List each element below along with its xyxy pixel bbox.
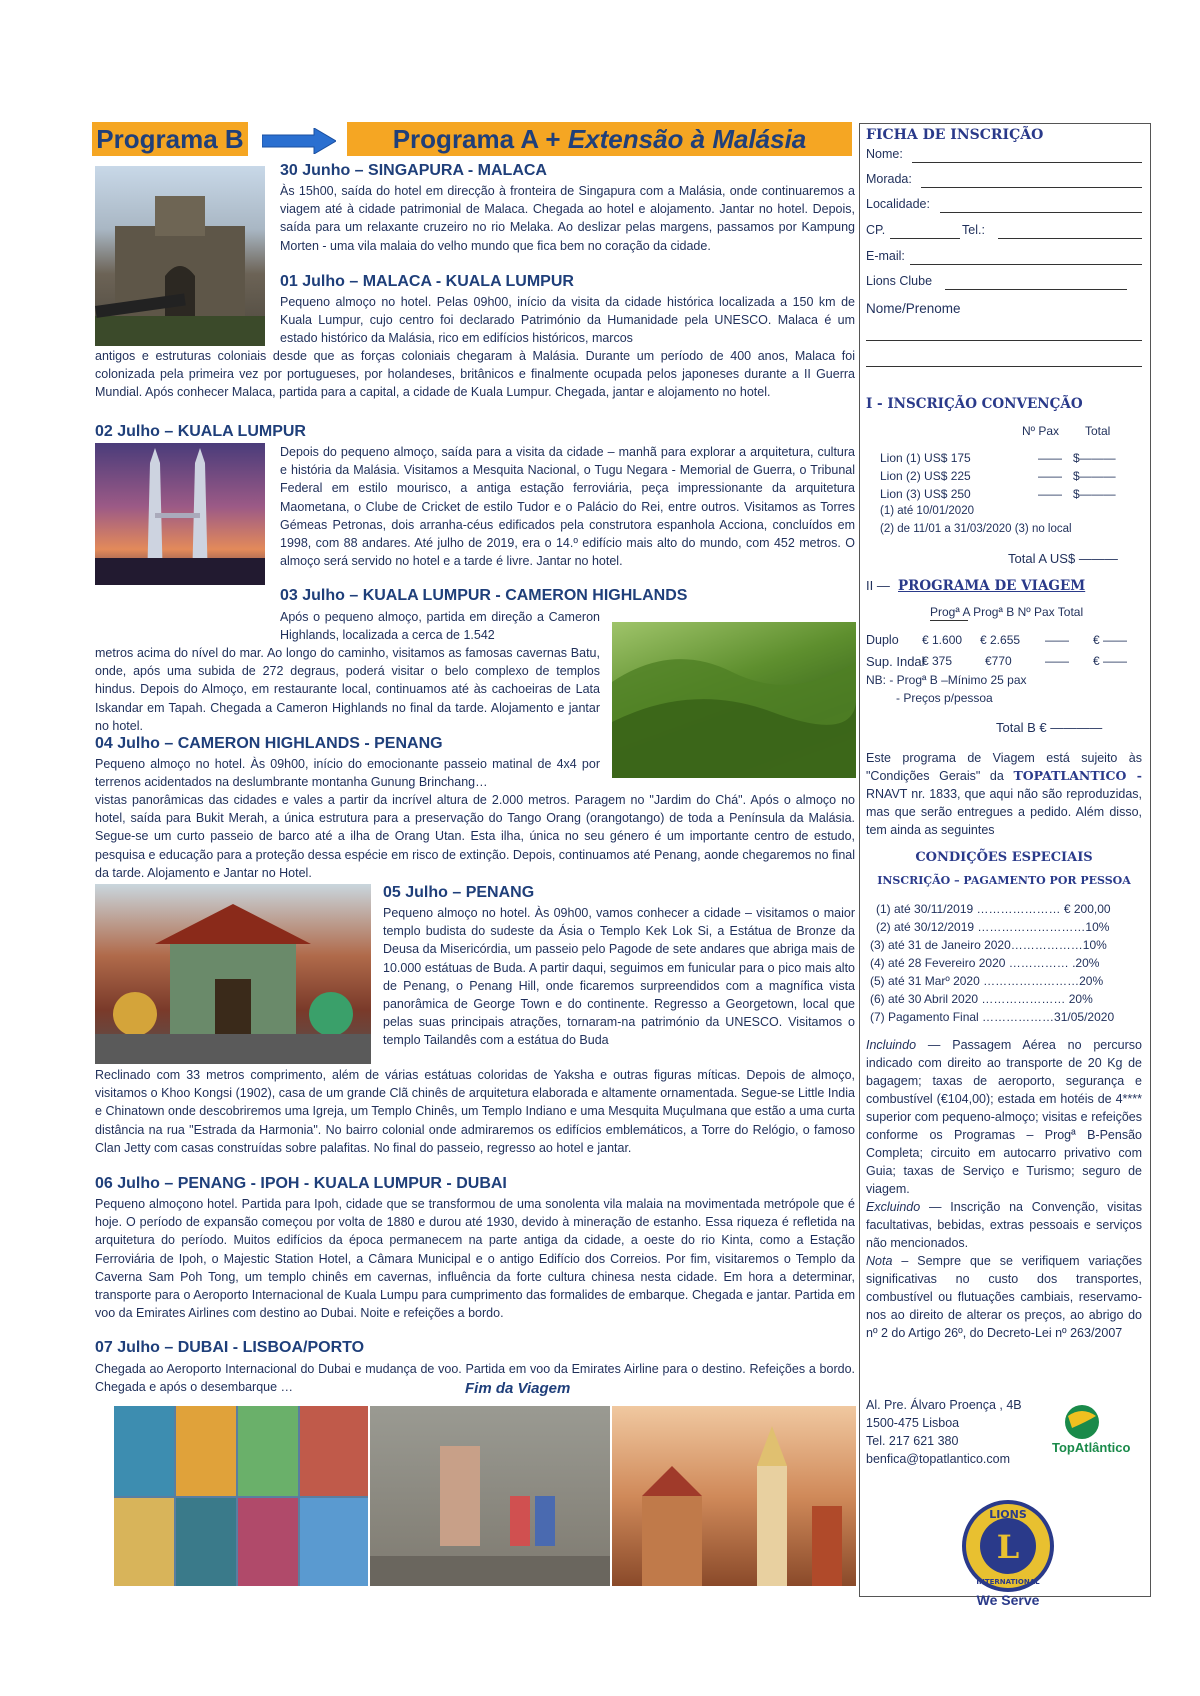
nb-note-2: - Preços p/pessoa [896, 691, 993, 705]
field-label-nome: Nome: [866, 147, 903, 161]
lion-row-label: Lion (3) US$ 250 [880, 487, 971, 501]
programa-a-extension: Extensão à Malásia [567, 123, 807, 154]
day-text: Pequeno almoçono hotel. Partida para Ipoh, cidade que se transformou de uma sonolenta vila malaia na movimentada metrópole que é hoje. O período de expansão começou por volta de 1880 e durou até 1930, devido à mineração de estanho. Essa riqueza é refletida na arquitetura do período. Muitos edifícios da época permanecem na parte antiga da cidade, a oeste do rio Kinta, como a Estação Ferroviária de Ipoh, o Majestic Station Hotel, a Câmara Municipal e o antigo Edifício dos Correios. Por fim, visitaremos o Templo da Caverna Sam Poh Tong, um templo chinês em cavernas, influência da forte cultura chinesa nesta cidade. Em hora a determinar, transporte para o Aeroporto Internacional de Kuala Lumpu para cumprimento das formalides de embarque. Chegada e jantar. Partida em voo da Emirates Airlines com destino ao Dubai. Noite e refeições a bordo. [95, 1197, 855, 1321]
lion-row-label: Lion (1) US$ 175 [880, 451, 971, 465]
section-viagem-title: PROGRAMA DE VIAGEM [898, 578, 1086, 594]
condition-item: (6) até 30 Abril 2020 ………………… 20% [870, 992, 1093, 1006]
incluindo-text [866, 1036, 1142, 1198]
terms-text [866, 749, 1142, 839]
total-a: Total A US$ ——— [1008, 551, 1118, 566]
day-title: 03 Julho – KUALA LUMPUR - CAMERON HIGHLANDS [280, 587, 688, 604]
condition-item: (3) até 31 de Janeiro 2020………………10% [870, 938, 1107, 952]
field-lions-clube-line[interactable] [945, 289, 1127, 290]
day-text: Pequeno almoço no hotel. Às 09h00, vamos conhecer a cidade – visitamos o maior templo budista do sudeste da Ásia o Templo Kek Lok Si, a Estátua de Bronze da Deusa da Misericórdia, um passeio pelo Pagode de sete andares que abriga mais de 10.000 estátuas de Buda. A partir daqui, seguimos em funicular para o pico mais alto de Penang, o Penang Hill, onde ficaremos surpreendidos com a magnífica vista panorâmica de George Town e do continente. Regresso a Georgetown, local que pelas suas principais atrações, tornaram-na património da UNESCO. Visitamos o templo Tailandês com a estátua do Buda [383, 906, 855, 1048]
address-line: Tel. 217 621 380 [866, 1434, 959, 1448]
terms-text-a: Este programa de Viagem está sujeito às "Condições Gerais" da [866, 751, 1142, 783]
day-text: Depois do pequeno almoço, saída para a visita da cidade – manhã para explorar a arquitetura, cultura e história da Malásia. Visitamos a Mesquita Nacional, o Tugu Negara - Memorial de Guerra, o Tribunal Federal em estilo mourisco, a antiga estação ferroviária, peça impressionante da arquitetura Maometana, o Clube de Cricket de estilo Tudor e o Palácio do Rei, entre outros. Visitamos as Torres Gémeas Petronas, dois arranha-céus edificados pela construtora espanhola Acciona, concluídos em 1998, com 88 andares. Até julho de 2019, era o 14.º edifício mais alto do mundo, com 452 metros. O almoço será servido no hotel e a tarde é livre. Jantar no hotel. [280, 445, 855, 569]
lions-logo [960, 1498, 1056, 1594]
day-title: 05 Julho – PENANG [383, 884, 535, 901]
condition-item: (7) Pagamento Final ………………31/05/2020 [870, 1010, 1115, 1024]
malacca-fort-photo [95, 166, 265, 346]
condition-item: (4) até 28 Fevereiro 2020 …………… .20% [870, 956, 1100, 970]
field-label-lions-clube: Lions Clube [866, 274, 933, 288]
duplo-total[interactable]: € —— [1093, 633, 1128, 647]
arrow-right-icon [262, 128, 336, 154]
field-label-cp: CP. [866, 223, 886, 237]
form-title: FICHA DE INSCRIÇÃO [866, 127, 1044, 143]
day-title: 04 Julho – CAMERON HIGHLANDS - PENANG [95, 735, 443, 752]
col-total: Total [1085, 424, 1111, 438]
field-cp-line[interactable] [890, 238, 960, 239]
lions-emblem-top-text: LIONS [989, 1508, 1027, 1521]
lions-emblem-letter: L [996, 1528, 1020, 1566]
programa-a-header [347, 122, 852, 156]
day-text: Chegada ao Aeroporto Internacional do Dubai e mudança de voo. Partida em voo da Emirates Airline para o destino. Refeições a bordo. Chegada e após o desembarque … [95, 1362, 855, 1395]
condition-item: (5) até 31 Marº 2020 ……………………20% [870, 974, 1104, 988]
duplo-price-b: € 2.655 [980, 633, 1021, 647]
condition-item: (2) até 30/12/2019 ………………………10% [876, 920, 1110, 934]
day-text: vistas panorâmicas das cidades e vales a partir da incrível altura de 2.000 metros. Paragem no "Jardim do Chá". Após o almoço no hotel, saída para Bukit Merah, a única estrutura para a preservação do Tango Orang (orangotango) de toda a Península da Malásia. Segue-se um curto passeio de barco até a ilha de Orang Utan. Esta ilha, única no seu género é um importante centro de estudo, pesquisa e educação para a proteção dessa espécie em risco de extinção. Depois, continuamos até Penang, aonde chegaremos no final da tarde. Alojamento e Jantar no Hotel. [95, 793, 855, 880]
field-label-morada: Morada: [866, 172, 912, 186]
cameron-highlands-photo [612, 622, 856, 778]
sup-label: Sup. Indal [866, 654, 925, 669]
lion-row-total[interactable]: $——— [1073, 487, 1116, 501]
programa-b-label: Programa B [96, 123, 244, 154]
special-conditions-subtitle: INSCRIÇÃO – PAGAMENTO POR PESSOA [877, 874, 1131, 887]
duplo-label: Duplo [866, 633, 899, 647]
street-art-photo [370, 1406, 610, 1586]
lion-row-total[interactable]: $——— [1073, 451, 1116, 465]
penang-temple-photo [95, 884, 371, 1064]
lion-row-pax[interactable]: —— [1038, 451, 1062, 465]
petronas-towers-photo [95, 443, 265, 585]
sup-pax[interactable]: —— [1045, 654, 1069, 668]
field-label-email: E-mail: [866, 249, 905, 263]
day-title: 07 Julho – DUBAI - LISBOA/PORTO [95, 1339, 365, 1356]
field-localidade-line[interactable] [940, 212, 1142, 213]
field-nome-line[interactable] [912, 162, 1142, 163]
nota-body: – Sempre que se verifiquem variações significativas no custo dos transportes, combustível ou flutuações cambiais, reservamo-nos ao direito de alterar os preços, ao abrigo do nº 2 do Artigo 26º, do Decreto-Lei nº 263/2007 [866, 1254, 1142, 1340]
day-text: Às 15h00, saída do hotel em direcção à fronteira de Singapura com a Malásia, onde continuaremos a viagem até à cidade patrimonial de Malaca. Chegada ao hotel e alojamento. Jantar no hotel. Depois, saída para um relaxante cruzeiro no rio Melaka. Ao deslizar pelas margens, passamos por Kampung Morten - uma vila malaia do velho mundo que fica bem no coração da cidade. [280, 184, 855, 253]
nota-label: Nota [866, 1254, 893, 1268]
day-text: Após o pequeno almoço, partida em direção a Cameron Highlands, localizada a cerca de 1.542 [280, 610, 600, 643]
globe-icon [1052, 1400, 1144, 1440]
kek-lok-si-temple-photo [612, 1406, 856, 1586]
terms-brand: TOPATLANTICO - [1013, 768, 1142, 783]
lions-emblem-bottom-text: INTERNATIONAL [976, 1578, 1040, 1586]
field-label-tel: Tel.: [962, 223, 985, 237]
lion-row-pax[interactable]: —— [1038, 469, 1062, 483]
sup-total[interactable]: € —— [1093, 654, 1128, 668]
lions-emblem-icon [960, 1498, 1056, 1594]
we-serve-motto: We Serve [976, 1592, 1040, 1608]
section-convencao-title: I - INSCRIÇÃO CONVENÇÃO [866, 396, 1083, 412]
total-b: Total B € ———— [996, 720, 1103, 735]
address-line: 1500-475 Lisboa [866, 1416, 960, 1430]
excluindo-label: Excluindo [866, 1200, 921, 1214]
field-label-localidade: Localidade: [866, 197, 930, 211]
terms-text-b: RNAVT nr. 1833, que aqui não são reproduzidas, mas que serão entregues a pedido. Além disso, tem ainda as seguintes [866, 787, 1142, 837]
lion-row-total[interactable]: $——— [1073, 469, 1116, 483]
day-text: Reclinado com 33 metros comprimento, além de várias estátuas coloridas de Yaksha e outras figuras míticas. Depois de almoço, visitamos o Khoo Kongsi (1902), casa de um grande Clã chinês de arquitetura elaborada e altamente ornamentada. Segue-se Little India e Chinatown onde descobriremos uma Igreja, um Templo Chinês, um Templo Indiano e uma Mesquita Muçulmana que estão a uma curta distância na rua "Estrada da Harmonia". No bairro colonial onde admiraremos os edifícios emblemáticos, a Torre do Relógio, o famoso Clan Jetty com casas construídas sobre palafitas. No final do passeio, regresso ao hotel e jantar. [95, 1068, 855, 1155]
programa-a-label: Programa A + [392, 123, 568, 154]
day-title: 02 Julho – KUALA LUMPUR [95, 423, 306, 440]
field-tel-line[interactable] [998, 238, 1142, 239]
condition-item: (1) até 30/11/2019 ………………… € 200,00 [876, 902, 1111, 916]
programa-cols: Progª A Progª B Nº Pax Total [930, 605, 1084, 619]
progA-underline [930, 620, 968, 621]
field-morada-line[interactable] [921, 187, 1142, 188]
topatlantico-logo [1052, 1400, 1144, 1460]
col-pax: Nº Pax [1022, 424, 1060, 438]
nb-note-1: NB: - Progª B –Mínimo 25 pax [866, 673, 1027, 687]
field-label-nome-prenome: Nome/Prenome [866, 301, 961, 316]
field-nome-prenome-line-2[interactable] [866, 366, 1142, 367]
incluindo-label: Incluindo [866, 1038, 917, 1052]
day-title: 01 Julho – MALACA - KUALA LUMPUR [280, 273, 574, 290]
nota-text [866, 1252, 1142, 1342]
convencao-note-1: (1) até 10/01/2020 [880, 505, 974, 517]
incluindo-body: — Passagem Aérea no percurso indicado com direito ao transporte de 20 Kg de bagagem; taxas de aeroporto, segurança e combustível (€104,00); estada em hotéis de 4**** superior com pequeno-almoço; visitas e refeições conforme os Programas – Progª B-Pensão Completa; circuito em autocarro privativo com Guia; taxas de Serviço e Turismo; seguro de viagem. [866, 1038, 1142, 1196]
sup-price-b: €770 [985, 654, 1012, 668]
special-conditions-title: CONDIÇÕES ESPECIAIS [915, 850, 1093, 865]
excluindo-body: — Inscrição na Convenção, visitas facultativas, bebidas, extras pessoais e serviços não mencionados. [866, 1200, 1142, 1250]
day-text: metros acima do nível do mar. Ao longo do caminho, visitamos as famosas cavernas Batu, onde, após uma subida de 272 degraus, poderá visitar o belo complexo de templos hindus. Depois do Almoço, em restaurante local, continuamos até às cachoeiras de Lata Iskandar em Tapah. Chegada a Cameron Highlands no final da tarde. Alojamento e jantar no hotel. [95, 646, 600, 733]
lion-row-label: Lion (2) US$ 225 [880, 469, 971, 483]
colorful-shophouses-photo [114, 1406, 368, 1586]
sup-price-a: € 375 [922, 654, 953, 668]
field-nome-prenome-line-1[interactable] [866, 340, 1142, 341]
day-text: Pequeno almoço no hotel. Pelas 09h00, início da visita da cidade histórica localizada a 150 km de Kuala Lumpur, cujo centro foi declarado Património da Humanidade pela UNESCO. Malaca é um estado histórico da Malásia, rico em edifícios históricos, marcos [280, 295, 855, 346]
address-line: Al. Pre. Álvaro Proença , 4B [866, 1398, 1022, 1412]
convencao-note-2: (2) de 11/01 a 31/03/2020 (3) no local [880, 523, 1072, 535]
day-title: 06 Julho – PENANG - IPOH - KUALA LUMPUR - DUBAI [95, 1175, 507, 1192]
topatlantico-wordmark: TopAtlântico [1052, 1440, 1131, 1455]
programa-b-header [92, 122, 248, 156]
address-email[interactable]: benfica@topatlantico.com [866, 1452, 1011, 1466]
duplo-price-a: € 1.600 [922, 633, 963, 647]
day-title: 30 Junho – SINGAPURA - MALACA [280, 162, 547, 179]
end-of-trip: Fim da Viagem [465, 1380, 571, 1397]
day-text: Pequeno almoço no hotel. Às 09h00, início do emocionante passeio matinal de 4x4 por terrenos acidentados na deslumbrante montanha Gunung Brinchang… [95, 757, 600, 790]
excluindo-text [866, 1198, 1142, 1252]
day-text: antigos e estruturas coloniais desde que as forças coloniais chegaram à Malásia. Durante um período de 400 anos, Malaca foi colonizada pela primeira vez por portugueses, por holandeses, britânicos e finalmente ocupada pelos japoneses durante a II Guerra Mundial. Após conhecer Malaca, partida para a capital, a cidade de Kuala Lumpur. Chegada, jantar e alojamento no hotel. [95, 349, 855, 400]
lion-row-pax[interactable]: —— [1038, 487, 1062, 501]
duplo-pax[interactable]: —— [1045, 633, 1069, 647]
section-viagem-prefix: II — [866, 578, 890, 593]
field-email-line[interactable] [910, 264, 1142, 265]
